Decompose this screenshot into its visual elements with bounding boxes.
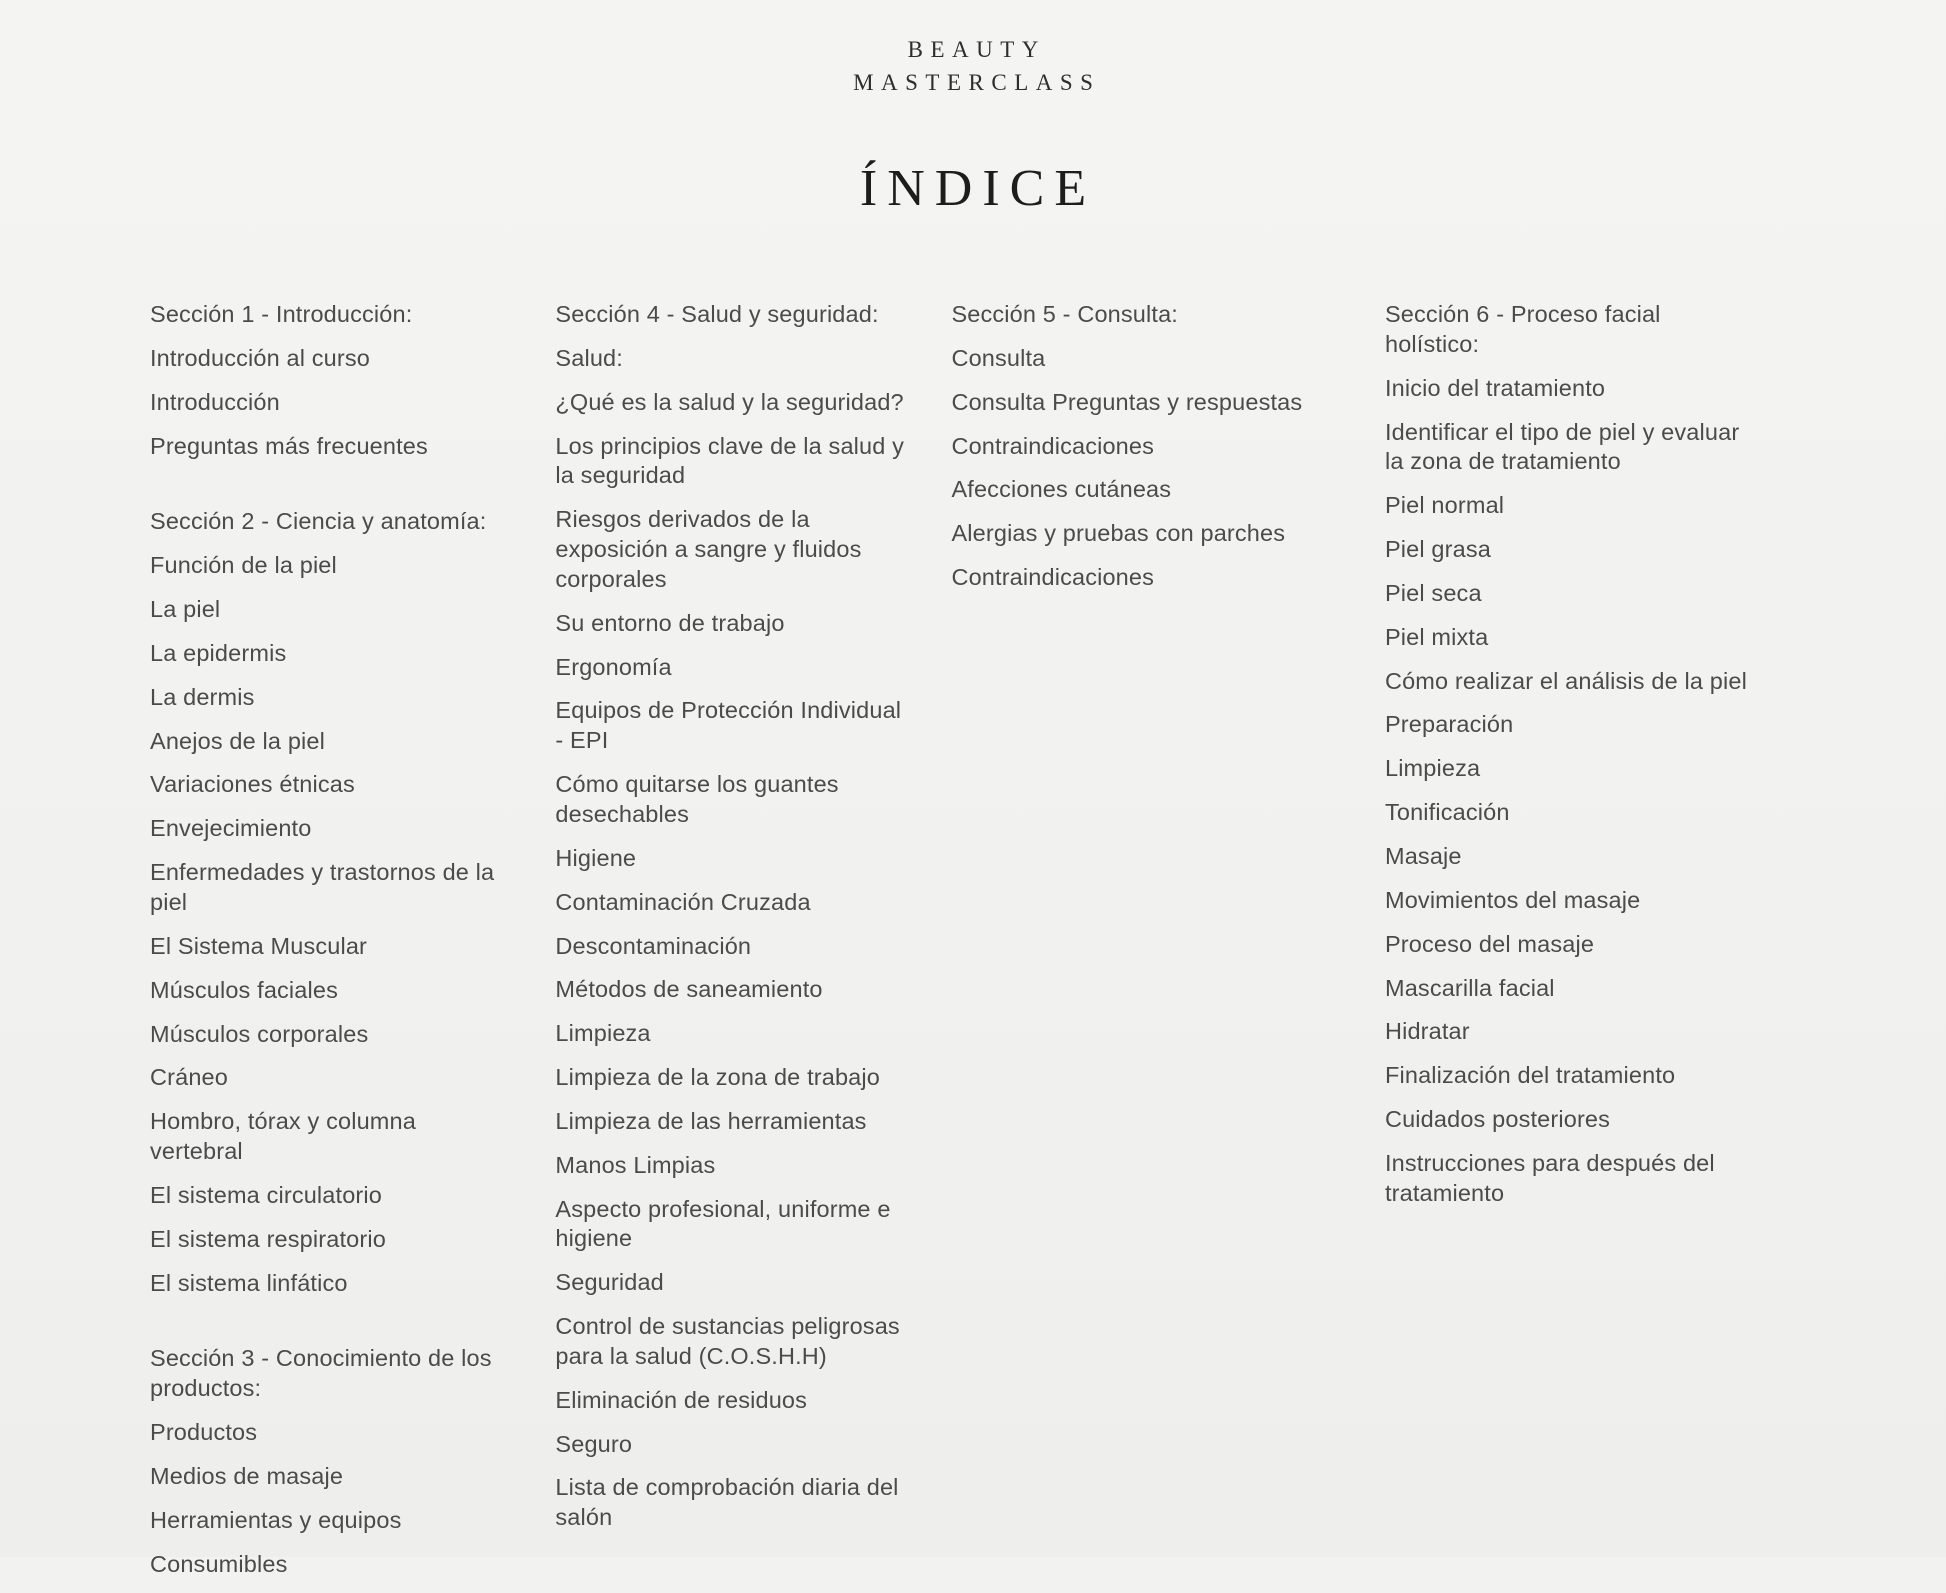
index-entry: Finalización del tratamiento — [1384, 1062, 1676, 1089]
index-entry: La dermis — [150, 683, 255, 710]
index-entry: Seguridad — [555, 1269, 664, 1296]
index-entry: Variaciones étnicas — [150, 771, 355, 798]
index-section-heading: Sección 5 - Consulta: — [951, 301, 1178, 327]
index-entry: Función de la piel — [150, 552, 337, 579]
index-columns — [0, 300, 1946, 1593]
index-entry: Preguntas más frecuentes — [150, 432, 428, 459]
index-section-heading: Sección 2 - Ciencia y anatomía: — [150, 508, 487, 535]
index-entry: Salud: — [555, 344, 623, 371]
index-entry: Identificar el tipo de piel y evaluar la zona de tratamiento — [1384, 418, 1740, 475]
index-entry: El sistema linfático — [150, 1269, 348, 1296]
index-entry: Envejecimiento — [150, 815, 312, 842]
index-section-heading: Sección 1 - Introducción: — [150, 301, 413, 327]
index-entry: Limpieza — [1384, 755, 1481, 782]
index-section-heading: Sección 3 - Conocimiento de los productos: — [150, 1345, 492, 1402]
index-entry: Productos — [150, 1419, 258, 1446]
index-entry: Herramientas y equipos — [150, 1506, 402, 1533]
brand-masthead — [0, 0, 1946, 99]
index-entry: Descontaminación — [555, 932, 752, 959]
index-entry: La epidermis — [150, 639, 287, 666]
index-entry: Piel grasa — [1384, 536, 1491, 563]
index-entry: Contaminación Cruzada — [555, 888, 811, 915]
index-entry: Contraindicaciones — [951, 564, 1155, 591]
index-column-4 — [1385, 300, 1796, 1593]
index-entry: Movimientos del masaje — [1384, 886, 1641, 913]
index-entry: Los principios clave de la salud y la seguridad — [555, 432, 905, 489]
index-entry: Consulta Preguntas y respuestas — [951, 388, 1303, 415]
index-entry: Consumibles — [150, 1550, 288, 1577]
index-entry: Seguro — [555, 1430, 633, 1457]
index-entry: Aspecto profesional, uniforme e higiene — [555, 1195, 891, 1252]
index-entry: Cuidados posteriores — [1384, 1106, 1611, 1133]
index-entry: Cráneo — [150, 1064, 228, 1091]
index-column-1 — [150, 300, 555, 1593]
index-entry: Contraindicaciones — [951, 432, 1155, 459]
index-entry: Eliminación de residuos — [555, 1386, 808, 1413]
index-entry: Introducción al curso — [150, 344, 370, 371]
index-entry: Limpieza — [555, 1020, 651, 1047]
index-entry: Ergonomía — [555, 653, 672, 680]
index-section-heading: Sección 6 - Proceso facial holístico: — [1384, 301, 1661, 357]
index-column-3 — [951, 300, 1385, 1593]
brand-name-line-1: BEAUTY — [907, 37, 1046, 62]
index-entry: Cómo realizar el análisis de la piel — [1384, 667, 1747, 694]
index-entry: Riesgos derivados de la exposición a sangre y fluidos corporales — [555, 506, 862, 592]
index-entry: Alergias y pruebas con parches — [951, 520, 1286, 547]
index-entry: Su entorno de trabajo — [555, 609, 785, 636]
index-entry: Hidratar — [1384, 1018, 1470, 1045]
index-entry: Enfermedades y trastornos de la piel — [150, 859, 495, 915]
index-entry: Instrucciones para después del tratamiento — [1384, 1149, 1715, 1206]
index-entry: ¿Qué es la salud y la seguridad? — [555, 388, 904, 415]
index-entry: Músculos corporales — [150, 1020, 369, 1047]
index-entry: Afecciones cutáneas — [951, 476, 1172, 503]
index-entry: El sistema respiratorio — [150, 1225, 386, 1252]
index-entry: Piel normal — [1384, 492, 1505, 519]
brand-name-line-2: MASTERCLASS — [853, 69, 1101, 95]
index-entry: Higiene — [555, 844, 637, 871]
index-entry: Preparación — [1384, 711, 1514, 738]
index-entry: Lista de comprobación diaria del salón — [555, 1474, 899, 1531]
index-entry: Limpieza de las herramientas — [555, 1107, 867, 1134]
index-entry: Piel seca — [1384, 579, 1482, 606]
index-entry: Hombro, tórax y columna vertebral — [150, 1108, 416, 1165]
index-entry: Cómo quitarse los guantes desechables — [555, 771, 839, 827]
page-title: ÍNDICE — [859, 160, 1097, 218]
index-entry: Introducción — [150, 388, 280, 415]
index-entry: Músculos faciales — [150, 976, 339, 1003]
index-entry: El Sistema Muscular — [150, 932, 368, 959]
index-entry: Consulta — [951, 344, 1046, 371]
index-entry: Control de sustancias peligrosas para la salud (C.O.S.H.H) — [555, 1313, 900, 1369]
index-entry: Equipos de Protección Individual - EPI — [555, 697, 902, 754]
index-entry: Manos Limpias — [555, 1151, 716, 1178]
index-section-heading: Sección 4 - Salud y seguridad: — [555, 301, 879, 327]
index-entry: Tonificación — [1384, 799, 1510, 826]
index-entry: Anejos de la piel — [150, 727, 326, 754]
index-entry: Métodos de saneamiento — [555, 976, 823, 1003]
index-column-2 — [555, 300, 951, 1593]
index-entry: Piel mixta — [1384, 623, 1489, 650]
index-entry: Mascarilla facial — [1384, 974, 1555, 1001]
index-entry: El sistema circulatorio — [150, 1181, 382, 1208]
index-entry: Proceso del masaje — [1384, 930, 1595, 957]
index-entry: Inicio del tratamiento — [1384, 374, 1606, 401]
index-entry: Medios de masaje — [150, 1462, 344, 1489]
index-entry: Masaje — [1384, 842, 1462, 869]
index-entry: Limpieza de la zona de trabajo — [555, 1064, 880, 1091]
index-entry: La piel — [150, 596, 221, 623]
